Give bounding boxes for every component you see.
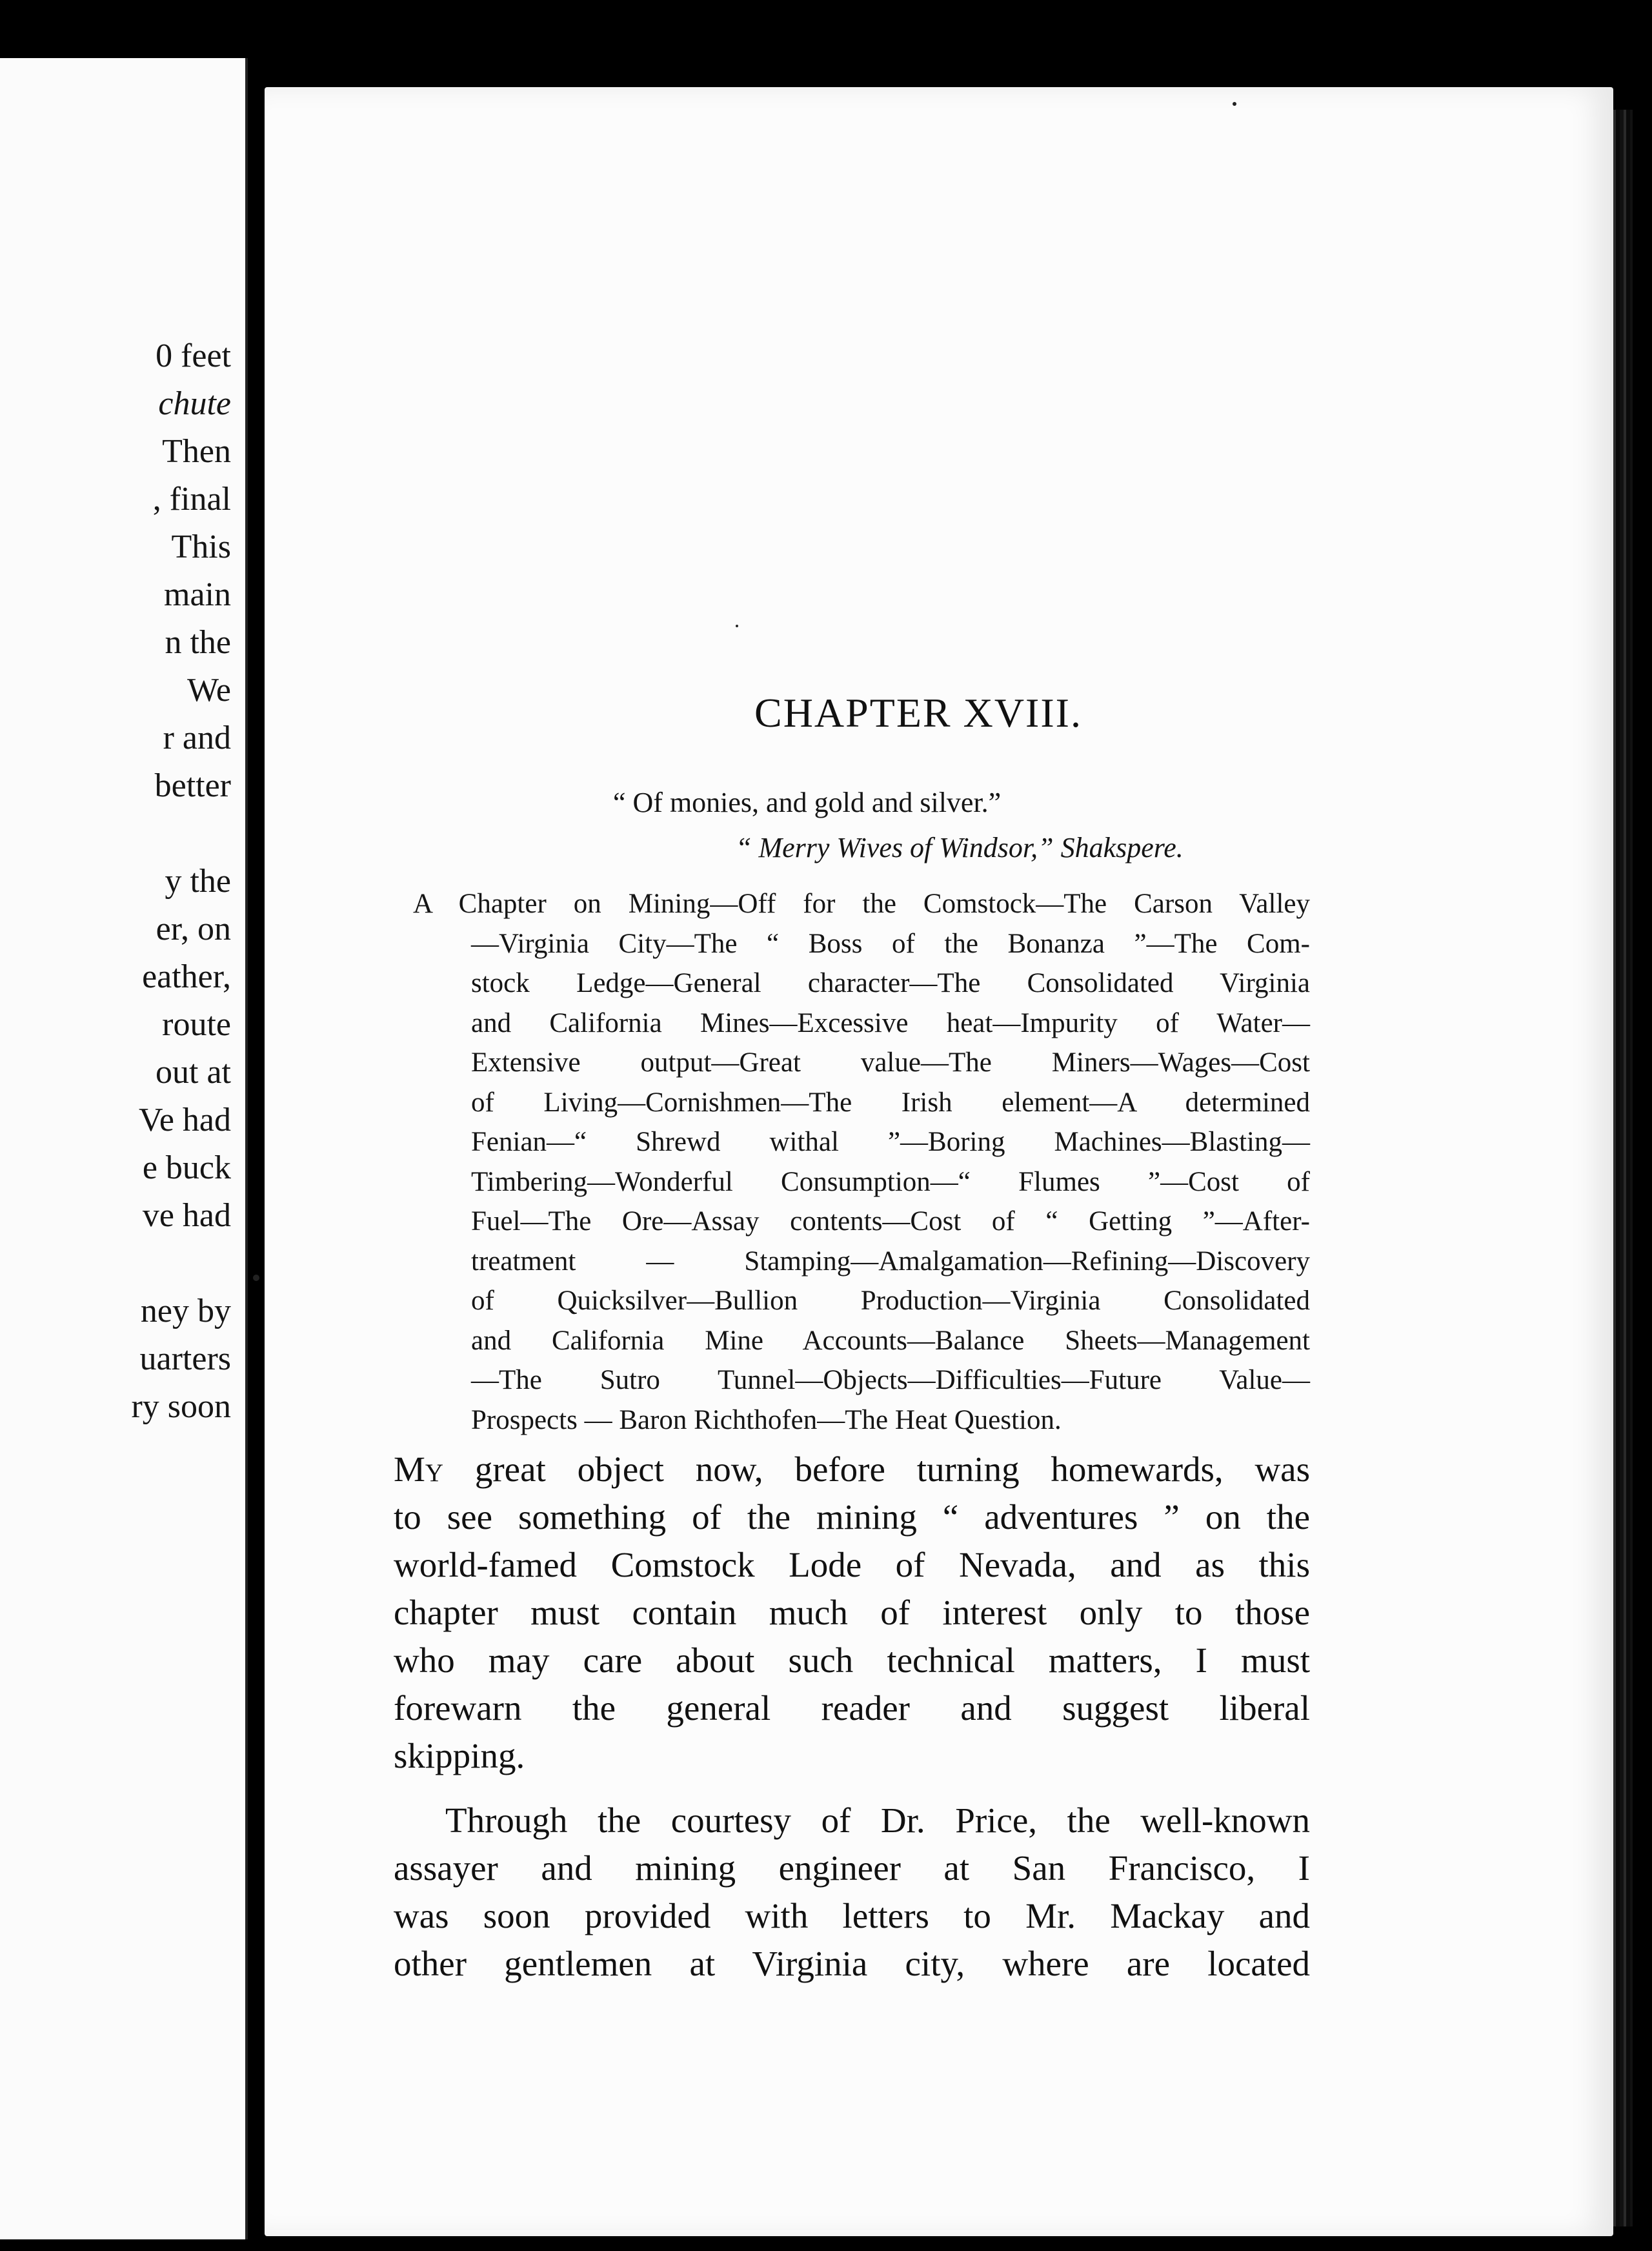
previous-page-fragment: [0, 58, 248, 2239]
epigraph-source: [736, 831, 1184, 864]
scan-speck: [253, 1275, 259, 1281]
body-line: assayer and mining engineer at San Francisco, I: [394, 1848, 1310, 1888]
left-page-line: , final: [152, 481, 231, 518]
left-page-line: r and: [163, 720, 231, 756]
synopsis-line: Fuel—The Ore—Assay contents—Cost of “ Getting ”—After-: [471, 1206, 1310, 1237]
body-line: to see something of the mining “ adventures ” on the: [394, 1497, 1310, 1537]
synopsis-line: and California Mines—Excessive heat—Impurity of Water—: [471, 1007, 1310, 1038]
scan-speck: [736, 625, 738, 627]
body-text: [394, 1446, 1310, 1988]
epigraph-source-author: Shakspere.: [1060, 832, 1184, 863]
left-page-line: better: [154, 767, 231, 804]
left-page-line: ry soon: [131, 1388, 231, 1425]
chapter-synopsis: [413, 884, 1310, 1440]
left-page-line: y the: [165, 863, 231, 900]
left-page-line: We: [187, 672, 231, 709]
dropcap-word: My: [394, 1449, 444, 1489]
left-page-line: Ve had: [139, 1102, 231, 1138]
body-line: world-famed Comstock Lode of Nevada, and as this: [394, 1545, 1310, 1584]
left-page-line: uarters: [139, 1340, 231, 1377]
left-page-line: out at: [156, 1054, 231, 1091]
synopsis-line: treatment — Stamping—Amalgamation—Refining—Discovery: [471, 1246, 1310, 1277]
synopsis-line: and California Mine Accounts—Balance Sheets—Management: [471, 1325, 1310, 1356]
epigraph-source-title: “ Merry Wives of Windsor,”: [736, 832, 1054, 863]
left-page-line: ve had: [142, 1197, 231, 1234]
left-page-line: Then: [162, 433, 231, 470]
body-line-text: great object now, before turning homewards, was: [443, 1449, 1310, 1489]
body-line: other gentlemen at Virginia city, where are located: [394, 1944, 1310, 1983]
left-page-line: chute: [158, 385, 231, 422]
left-page-line: This: [171, 529, 231, 565]
left-page-line: er, on: [156, 911, 231, 947]
epigraph-quote: “ Of monies, and gold and silver.”: [613, 787, 1002, 818]
body-line: skipping.: [394, 1736, 525, 1775]
synopsis-line: of Living—Cornishmen—The Irish element—A determined: [471, 1087, 1310, 1118]
body-line: chapter must contain much of interest only to those: [394, 1593, 1310, 1632]
synopsis-line: of Quicksilver—Bullion Production—Virginia Consolidated: [471, 1286, 1310, 1316]
synopsis-line: Extensive output—Great value—The Miners—Wages—Cost: [471, 1047, 1310, 1078]
left-page-line: ney by: [140, 1293, 231, 1329]
body-line: was soon provided with letters to Mr. Mackay and: [394, 1896, 1310, 1935]
synopsis-line: stock Ledge—General character—The Consolidated Virginia: [471, 968, 1310, 998]
left-page-line: n the: [165, 624, 231, 661]
body-line: forewarn the general reader and suggest liberal: [394, 1688, 1310, 1728]
left-page-line: route: [162, 1006, 231, 1043]
paragraph-gap: [394, 1780, 1310, 1797]
chapter-title: CHAPTER XVIII.: [754, 690, 1082, 736]
body-line: who may care about such technical matters, I must: [394, 1640, 1310, 1680]
synopsis-line: Fenian—“ Shrewd withal ”—Boring Machines—Blasting—: [471, 1127, 1310, 1157]
synopsis-line: Prospects — Baron Richthofen—The Heat Question.: [471, 1404, 1062, 1435]
body-line: [394, 1446, 1310, 1493]
synopsis-line: —The Sutro Tunnel—Objects—Difficulties—Future Value—: [471, 1365, 1310, 1395]
left-page-line: main: [164, 576, 231, 613]
body-line: Through the courtesy of Dr. Price, the well-known: [445, 1801, 1310, 1840]
synopsis-line: A Chapter on Mining—Off for the Comstock—The Carson Valley: [413, 889, 1310, 919]
left-page-line: eather,: [142, 958, 231, 995]
synopsis-line: Timbering—Wonderful Consumption—“ Flumes ”—Cost of: [471, 1166, 1310, 1197]
left-page-line: 0 feet: [156, 338, 231, 374]
left-page-line: e buck: [142, 1149, 231, 1186]
scan-speck: [1233, 102, 1236, 106]
synopsis-line: —Virginia City—The “ Boss of the Bonanza ”—The Com-: [471, 928, 1310, 959]
